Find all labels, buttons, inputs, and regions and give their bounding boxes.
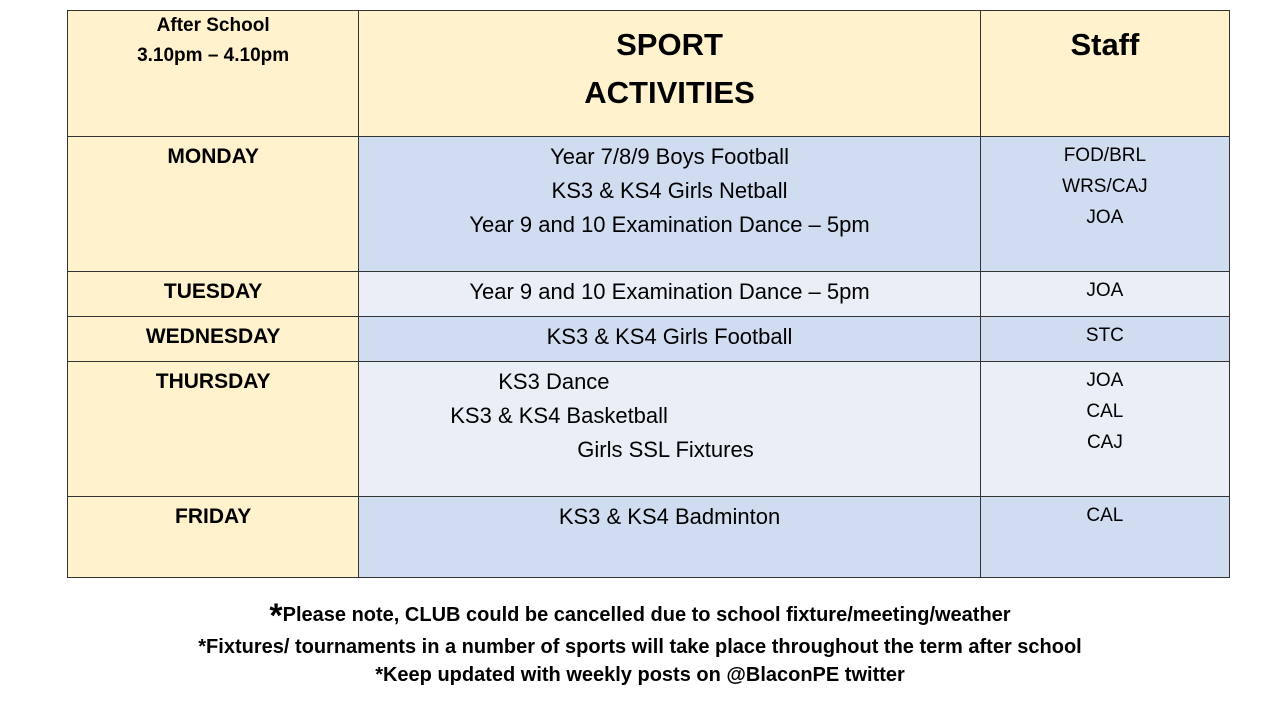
- staff-cell: [980, 137, 1229, 272]
- staff-code: CAL: [1086, 505, 1124, 526]
- staff-code: CAJ: [1086, 432, 1123, 453]
- day-cell: [68, 317, 359, 362]
- staff-header: Staff: [1070, 27, 1140, 62]
- fixtures-note: *Fixtures/ tournaments in a number of sports will take place throughout the term after school: [198, 636, 1082, 658]
- activity-item: Girls SSL Fixtures: [577, 437, 754, 462]
- staff-code: JOA: [1086, 280, 1124, 301]
- activities-cell: [359, 272, 981, 317]
- day-label: MONDAY: [167, 145, 259, 168]
- activity-item: Year 9 and 10 Examination Dance – 5pm: [469, 212, 870, 237]
- staff-code: STC: [1085, 325, 1124, 346]
- activities-header-cell: [359, 11, 981, 137]
- table-row: [68, 137, 1230, 272]
- time-header-title: After School: [156, 15, 270, 36]
- activity-item: KS3 & KS4 Girls Football: [546, 324, 793, 349]
- footnotes: [0, 598, 1280, 689]
- staff-header-cell: [980, 11, 1229, 137]
- cancellation-note-text: Please note, CLUB could be cancelled due to school fixture/meeting/weather: [282, 604, 1011, 626]
- day-cell: [68, 497, 359, 578]
- activities-cell: [359, 317, 981, 362]
- staff-code: JOA: [1086, 207, 1124, 228]
- sport-activities-timetable: [67, 10, 1230, 578]
- day-cell: [68, 272, 359, 317]
- staff-code: JOA: [1086, 370, 1124, 391]
- staff-code: FOD/BRL: [1063, 145, 1147, 166]
- staff-cell: [980, 317, 1229, 362]
- staff-cell: [980, 362, 1229, 497]
- day-cell: [68, 137, 359, 272]
- asterisk: *: [269, 597, 283, 635]
- activity-item: KS3 Dance: [498, 369, 610, 394]
- activity-item: KS3 & KS4 Basketball: [450, 403, 668, 428]
- table-row: [68, 272, 1230, 317]
- staff-cell: [980, 497, 1229, 578]
- table-row: [68, 497, 1230, 578]
- staff-code: CAL: [1086, 401, 1124, 422]
- staff-code: WRS/CAJ: [1062, 176, 1148, 197]
- activity-item: KS3 & KS4 Badminton: [558, 504, 781, 529]
- cancellation-note: [0, 598, 1280, 633]
- activities-cell: [359, 137, 981, 272]
- day-label: THURSDAY: [155, 370, 271, 393]
- table-row: [68, 317, 1230, 362]
- activities-header-line1: SPORT: [616, 27, 723, 62]
- activities-cell: [359, 362, 981, 497]
- day-label: TUESDAY: [163, 280, 263, 303]
- time-header-hours: 3.10pm – 4.10pm: [137, 45, 290, 66]
- header-row: [68, 11, 1230, 137]
- activity-item: KS3 & KS4 Girls Netball: [551, 178, 788, 203]
- day-cell: [68, 362, 359, 497]
- table-row: [68, 362, 1230, 497]
- activities-header-line2: ACTIVITIES: [584, 75, 755, 110]
- activity-item: Year 9 and 10 Examination Dance – 5pm: [469, 279, 870, 304]
- day-label: WEDNESDAY: [145, 325, 281, 348]
- activity-item: Year 7/8/9 Boys Football: [550, 144, 789, 169]
- day-label: FRIDAY: [175, 505, 252, 528]
- time-header-cell: [68, 11, 359, 137]
- activities-cell: [359, 497, 981, 578]
- twitter-note: *Keep updated with weekly posts on @BlaconPE twitter: [375, 664, 905, 686]
- staff-cell: [980, 272, 1229, 317]
